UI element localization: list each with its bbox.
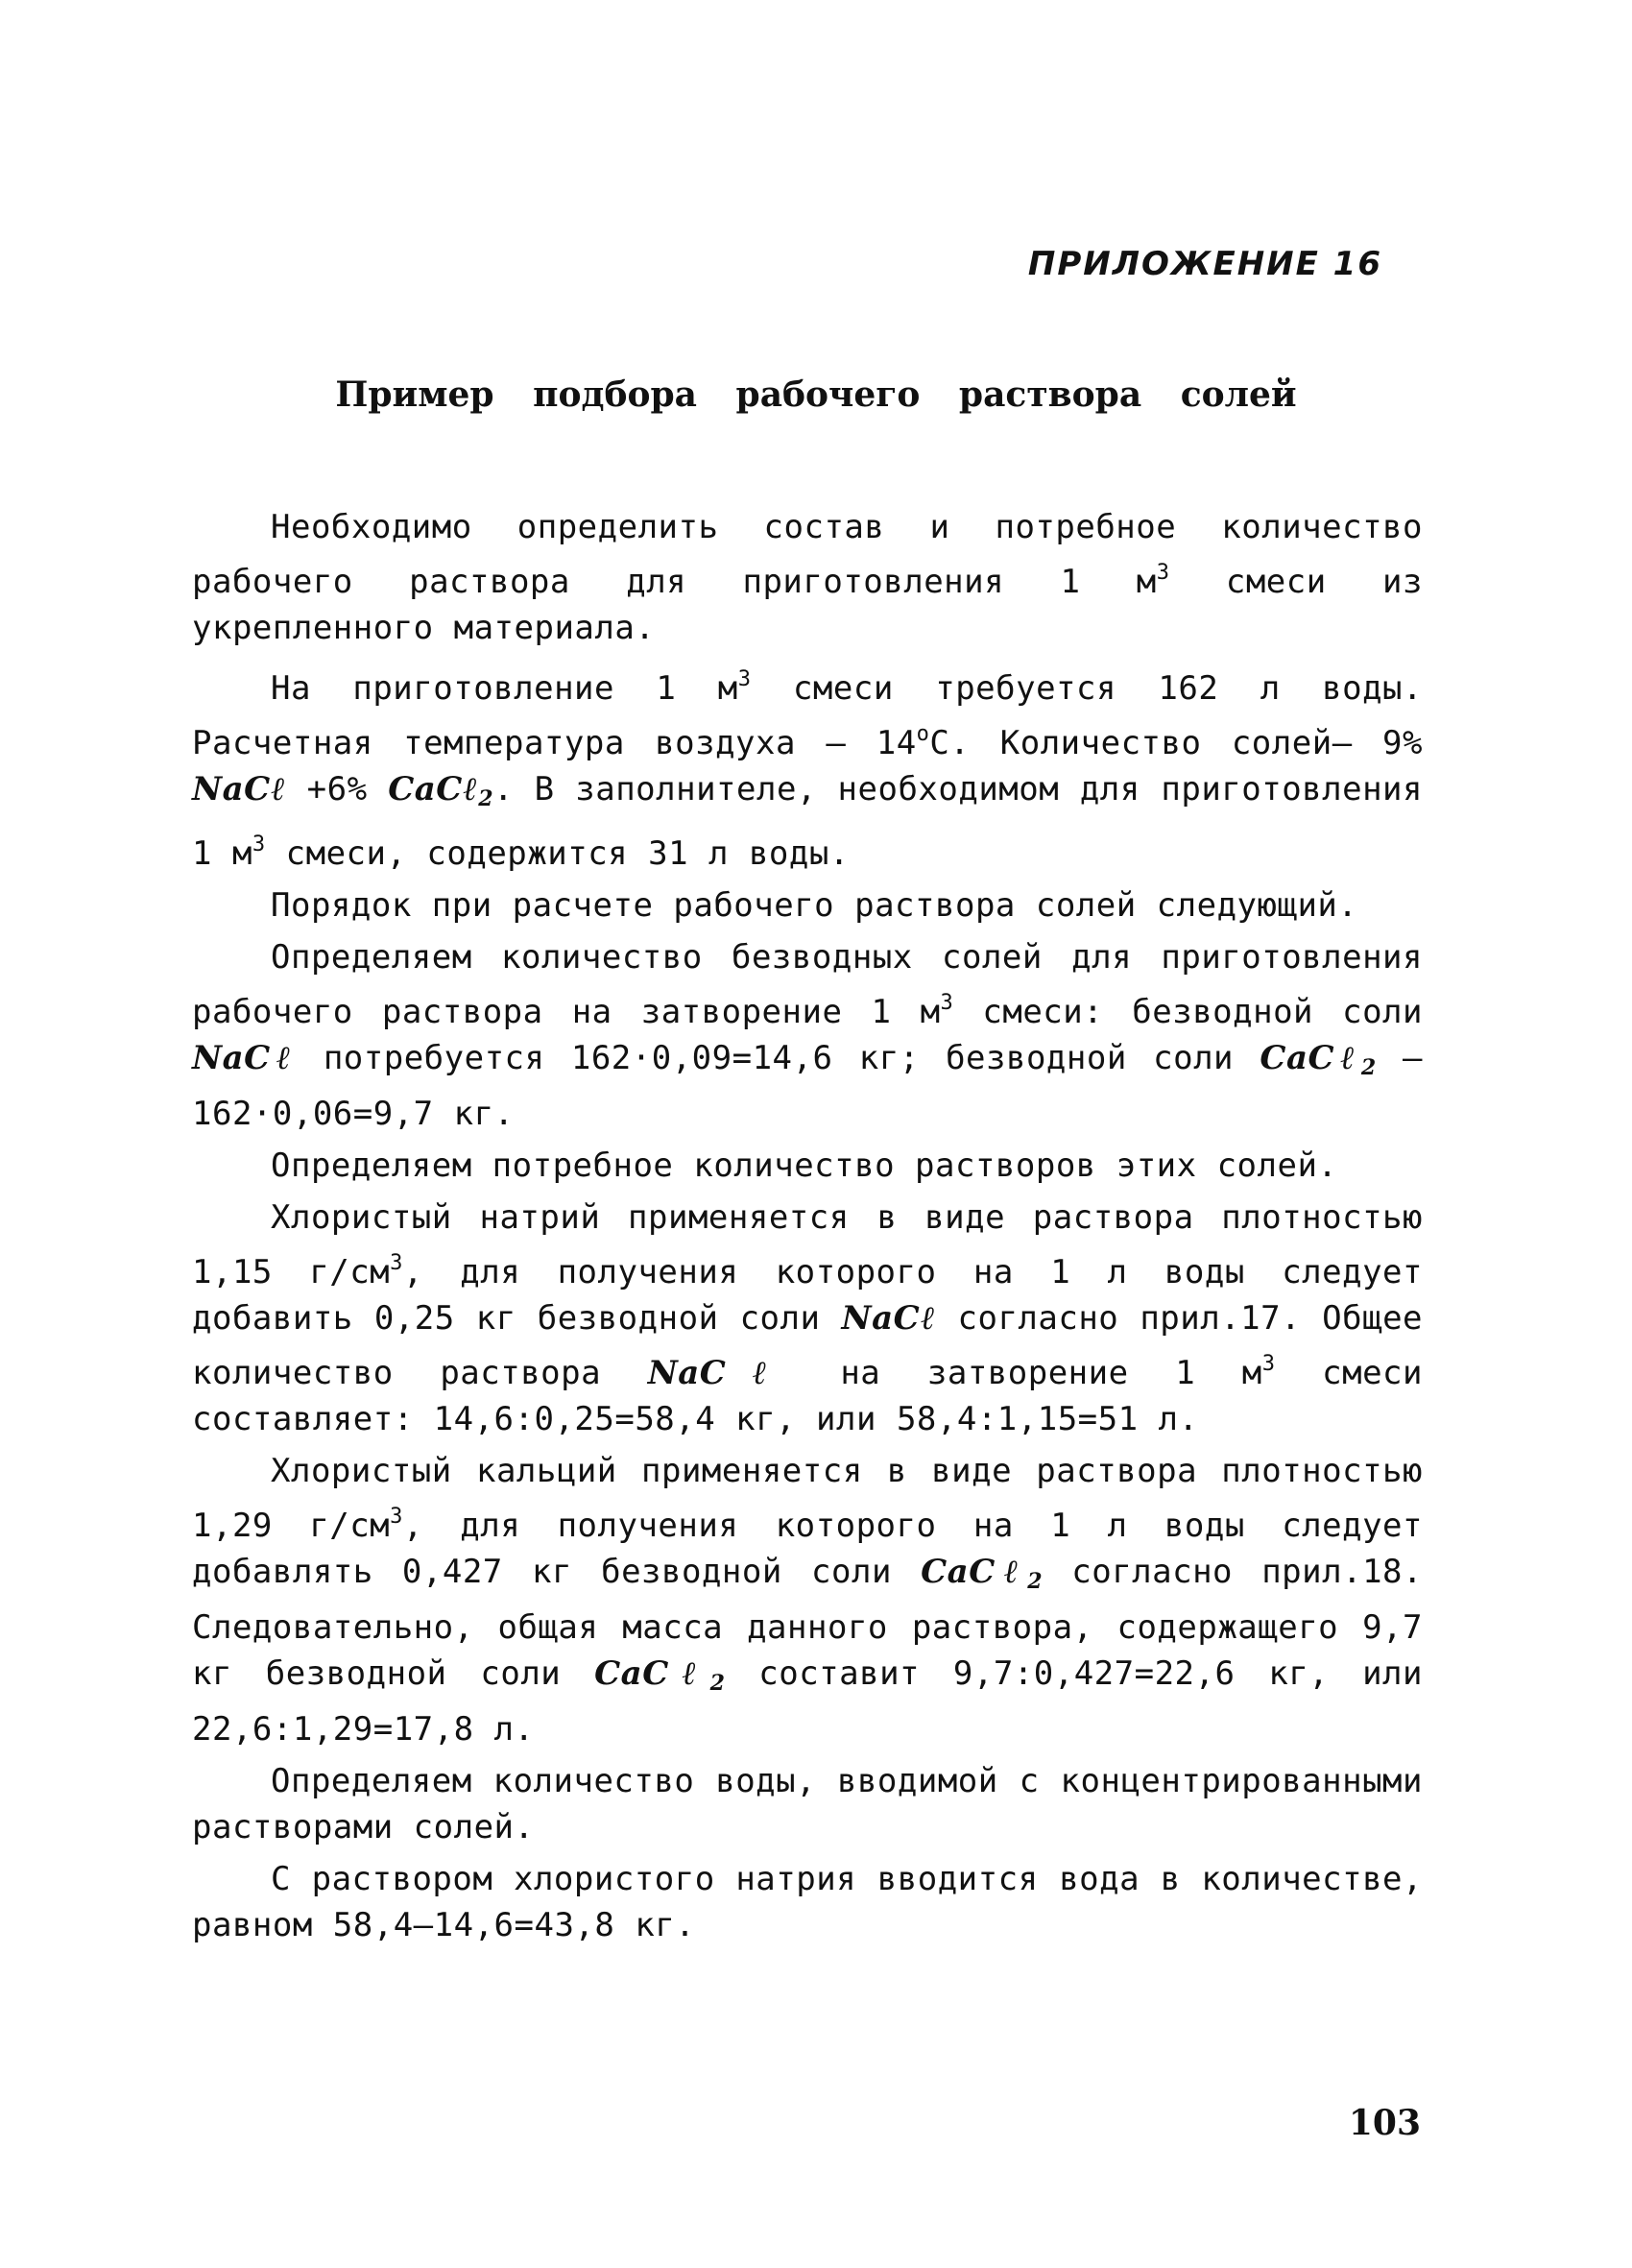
chem-formula: NaCℓ	[192, 770, 287, 808]
text-run: составит 9,7:0,427=22,6 кг, или 22,6:1,29=17,8 л.	[192, 1654, 1423, 1749]
subscript: 2	[478, 786, 494, 811]
text-run: смеси составляет: 14,6:0,25=58,4 кг, или 58,4:1,15=51 л.	[192, 1354, 1423, 1438]
text-run: смеси из укрепленного материала.	[192, 563, 1423, 647]
text-run: Хлористый натрий применяется в виде раствора плотностью 1,15 г/см	[192, 1198, 1423, 1291]
text-run: согласно прил.18. Следовательно, общая масса данного раствора, содержащего 9,7 кг безводной соли	[192, 1553, 1423, 1693]
chem-formula: NaCℓ	[647, 1354, 794, 1392]
paragraph	[192, 1143, 1423, 1189]
chem-formula: CaCℓ	[1260, 1039, 1361, 1077]
subscript: 2	[1360, 1055, 1377, 1080]
text-run: смеси требуется 162 л воды. Расчетная температура воздуха – 14	[192, 669, 1423, 762]
chem-formula: NaCℓ	[192, 1039, 298, 1077]
text-run: согласно прил.17. Общее количество раствора	[192, 1299, 1424, 1392]
superscript: 3	[940, 991, 954, 1015]
chem-formula: NaCℓ	[841, 1299, 937, 1338]
superscript: 3	[252, 832, 266, 857]
paragraph	[192, 657, 1423, 877]
appendix-label: ПРИЛОЖЕНИЕ 16	[1027, 245, 1382, 283]
superscript: 3	[737, 667, 752, 691]
superscript: 3	[390, 1505, 403, 1529]
text-run: , для получения которого на 1 л воды следует добавить 0,25 кг безводной соли	[192, 1253, 1423, 1338]
chem-formula: CaCℓ	[921, 1553, 1028, 1591]
paragraph	[192, 504, 1423, 651]
subscript: 2	[709, 1671, 726, 1696]
text-run: Определяем потребное количество растворов этих солей.	[271, 1146, 1338, 1185]
superscript: 3	[390, 1251, 403, 1275]
text-run: на затворение 1 м	[793, 1354, 1262, 1392]
text-run: С раствором хлористого натрия вводится вода в количестве, равном 58,4–14,6=43,8 кг.	[192, 1860, 1423, 1944]
subscript: 2	[1027, 1569, 1044, 1594]
text-run: Хлористый кальций применяется в виде раствора плотностью 1,29 г/см	[192, 1452, 1423, 1545]
text-run: С. Количество солей– 9%	[929, 724, 1423, 762]
text-run: , для получения которого на 1 л воды следует добавлять 0,427 кг безводной соли	[192, 1507, 1423, 1591]
chem-formula: CaCℓ	[594, 1654, 710, 1693]
page-number: 103	[1348, 2103, 1421, 2143]
paragraph	[192, 1856, 1423, 1948]
degree-sign: о	[916, 722, 930, 746]
text-run: смеси: безводной соли	[953, 993, 1423, 1031]
text-run: – 162·0,06=9,7 кг.	[192, 1039, 1423, 1133]
chem-formula: CaCℓ	[388, 770, 479, 808]
superscript: 3	[1261, 1352, 1276, 1376]
paragraph	[192, 1758, 1423, 1850]
paragraph	[192, 1448, 1423, 1752]
text-run: На приготовление 1 м	[271, 669, 738, 708]
text-run: Порядок при расчете рабочего раствора солей следующий.	[271, 886, 1358, 925]
text-run: +6%	[286, 770, 389, 808]
text-run: смеси, содержится 31 л воды.	[265, 834, 850, 873]
paragraph	[192, 882, 1423, 929]
paragraph	[192, 934, 1423, 1137]
paragraph	[192, 1194, 1423, 1442]
text-run: Необходимо определить состав и потребное количество рабочего раствора для приготовления 1 м	[192, 508, 1423, 601]
text-run: Определяем количество безводных солей для приготовления рабочего раствора на затворение 1 м	[192, 938, 1423, 1031]
body-text	[192, 504, 1423, 1954]
text-run: . В заполнителе, необходимом для приготовления 1 м	[192, 770, 1423, 873]
page-title: Пример подбора рабочего раствора солей	[335, 374, 1297, 415]
text-run: потребуется 162·0,09=14,6 кг; безводной соли	[297, 1039, 1260, 1077]
text-run: Определяем количество воды, вводимой с концентрированными растворами солей.	[192, 1762, 1423, 1846]
superscript: 3	[1156, 561, 1170, 585]
